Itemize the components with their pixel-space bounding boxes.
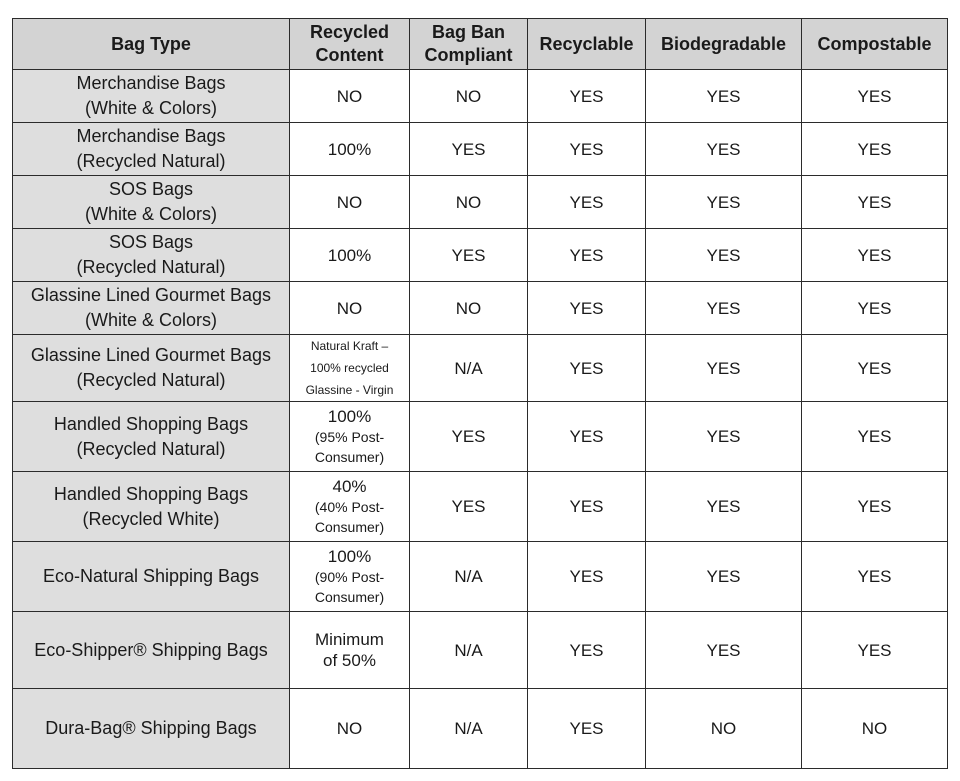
compostable-cell: YES xyxy=(802,542,948,612)
bag-ban-compliant-cell: YES xyxy=(410,402,528,472)
table-body xyxy=(13,70,948,769)
bag-type-line: (Recycled Natural) xyxy=(76,370,226,390)
bag-type-line: Eco-Shipper® Shipping Bags xyxy=(34,639,268,660)
bag-type-line: SOS Bags xyxy=(108,232,194,252)
table-row xyxy=(13,123,948,176)
recycled-content-value: of 50% xyxy=(323,651,376,670)
compostable-cell: YES xyxy=(802,472,948,542)
bag-ban-compliant-cell: NO xyxy=(410,176,528,229)
bag-ban-compliant-cell: NO xyxy=(410,70,528,123)
recycled-content-value: 100% xyxy=(327,407,372,426)
biodegradable-cell: YES xyxy=(646,542,802,612)
recycled-content-note: (95% Post- xyxy=(314,429,385,445)
compostable-cell: YES xyxy=(802,335,948,402)
biodegradable-cell: NO xyxy=(646,689,802,769)
recycled-content-value: Minimum xyxy=(315,630,384,649)
recycled-content-value: NO xyxy=(336,86,363,106)
recyclable-cell: YES xyxy=(528,70,646,123)
recycled-content-note: Glassine - Virgin xyxy=(305,383,394,397)
bag-type-line: Glassine Lined Gourmet Bags xyxy=(30,285,272,305)
bag-type-line: Handled Shopping Bags xyxy=(53,483,249,504)
table-row xyxy=(13,542,948,612)
table-row xyxy=(13,472,948,542)
biodegradable-cell: YES xyxy=(646,612,802,689)
bag-type-cell xyxy=(13,123,290,176)
recycled-content-cell xyxy=(290,689,410,769)
bag-type-line: Merchandise Bags xyxy=(76,126,226,146)
recycled-content-cell xyxy=(290,123,410,176)
recycled-content-value: NO xyxy=(336,298,363,318)
recyclable-cell: YES xyxy=(528,612,646,689)
table-row xyxy=(13,70,948,123)
bag-type-line: SOS Bags xyxy=(108,179,194,199)
bag-type-line: (Recycled Natural) xyxy=(76,438,226,459)
compostable-cell: YES xyxy=(802,612,948,689)
bag-type-line: (White & Colors) xyxy=(84,204,218,224)
bag-type-line: Dura-Bag® Shipping Bags xyxy=(45,718,257,738)
bag-type-cell xyxy=(13,70,290,123)
recycled-content-value: 100% xyxy=(327,139,372,159)
header-line: Content xyxy=(315,45,384,65)
biodegradable-cell: YES xyxy=(646,176,802,229)
recycled-content-cell xyxy=(290,402,410,472)
recycled-content-note: 100% recycled xyxy=(310,361,389,375)
bag-type-line: Handled Shopping Bags xyxy=(53,413,249,434)
biodegradable-cell: YES xyxy=(646,472,802,542)
recyclable-cell: YES xyxy=(528,282,646,335)
compostable-cell: YES xyxy=(802,229,948,282)
bag-type-line: (Recycled Natural) xyxy=(76,257,226,277)
recyclable-cell: YES xyxy=(528,402,646,472)
bag-ban-compliant-cell: YES xyxy=(410,472,528,542)
recycled-content-value: NO xyxy=(336,192,363,212)
recycled-content-value: 100% xyxy=(327,245,372,265)
bag-ban-compliant-cell: YES xyxy=(410,229,528,282)
header-recycled-content xyxy=(290,19,410,70)
recycled-content-cell xyxy=(290,70,410,123)
biodegradable-cell: YES xyxy=(646,335,802,402)
bag-type-cell xyxy=(13,542,290,612)
bag-comparison-table xyxy=(12,18,948,769)
header-compostable: Compostable xyxy=(802,19,948,70)
recyclable-cell: YES xyxy=(528,176,646,229)
table-row xyxy=(13,402,948,472)
recycled-content-note: Natural Kraft – xyxy=(310,339,389,353)
recycled-content-cell xyxy=(290,176,410,229)
recycled-content-note: Consumer) xyxy=(314,519,385,535)
table-row xyxy=(13,335,948,402)
bag-ban-compliant-cell: N/A xyxy=(410,612,528,689)
recycled-content-value: 100% xyxy=(327,547,372,566)
bag-type-line: Eco-Natural Shipping Bags xyxy=(42,566,260,586)
bag-ban-compliant-cell: NO xyxy=(410,282,528,335)
header-line: Recycled xyxy=(309,22,390,42)
bag-ban-compliant-cell: N/A xyxy=(410,689,528,769)
compostable-cell: YES xyxy=(802,123,948,176)
biodegradable-cell: YES xyxy=(646,282,802,335)
header-recyclable: Recyclable xyxy=(528,19,646,70)
recycled-content-note: (90% Post- xyxy=(314,569,385,585)
bag-type-cell xyxy=(13,612,290,689)
recycled-content-cell xyxy=(290,229,410,282)
compostable-cell: YES xyxy=(802,282,948,335)
recycled-content-cell xyxy=(290,335,410,402)
table-row xyxy=(13,176,948,229)
recycled-content-cell xyxy=(290,472,410,542)
recyclable-cell: YES xyxy=(528,542,646,612)
compostable-cell: YES xyxy=(802,70,948,123)
header-bag-ban-compliant xyxy=(410,19,528,70)
compostable-cell: NO xyxy=(802,689,948,769)
bag-type-cell xyxy=(13,282,290,335)
recycled-content-note: Consumer) xyxy=(314,589,385,605)
bag-type-line: (Recycled White) xyxy=(82,508,220,529)
recycled-content-cell xyxy=(290,282,410,335)
header-biodegradable: Biodegradable xyxy=(646,19,802,70)
header-line: Compliant xyxy=(424,45,513,65)
bag-type-cell xyxy=(13,229,290,282)
biodegradable-cell: YES xyxy=(646,123,802,176)
recycled-content-cell xyxy=(290,542,410,612)
bag-type-line: (White & Colors) xyxy=(84,310,218,330)
bag-type-line: (White & Colors) xyxy=(84,98,218,118)
bag-type-cell xyxy=(13,689,290,769)
recyclable-cell: YES xyxy=(528,335,646,402)
table-row xyxy=(13,282,948,335)
table-row xyxy=(13,612,948,689)
bag-ban-compliant-cell: N/A xyxy=(410,335,528,402)
biodegradable-cell: YES xyxy=(646,229,802,282)
recycled-content-value: NO xyxy=(336,719,363,738)
biodegradable-cell: YES xyxy=(646,402,802,472)
recyclable-cell: YES xyxy=(528,123,646,176)
compostable-cell: YES xyxy=(802,402,948,472)
header-row xyxy=(13,19,948,70)
bag-type-cell xyxy=(13,472,290,542)
biodegradable-cell: YES xyxy=(646,70,802,123)
bag-type-line: Merchandise Bags xyxy=(76,73,226,93)
table-row xyxy=(13,689,948,769)
recyclable-cell: YES xyxy=(528,229,646,282)
recycled-content-note: Consumer) xyxy=(314,449,385,465)
recycled-content-value: 40% xyxy=(332,477,367,496)
recyclable-cell: YES xyxy=(528,689,646,769)
bag-ban-compliant-cell: N/A xyxy=(410,542,528,612)
recyclable-cell: YES xyxy=(528,472,646,542)
bag-type-line: Glassine Lined Gourmet Bags xyxy=(30,345,272,365)
recycled-content-note: (40% Post- xyxy=(314,499,385,515)
table-row xyxy=(13,229,948,282)
recycled-content-cell xyxy=(290,612,410,689)
header-bag-type: Bag Type xyxy=(13,19,290,70)
bag-ban-compliant-cell: YES xyxy=(410,123,528,176)
bag-type-line: (Recycled Natural) xyxy=(76,151,226,171)
bag-type-cell xyxy=(13,402,290,472)
bag-type-cell xyxy=(13,335,290,402)
header-line: Bag Ban xyxy=(431,22,505,42)
compostable-cell: YES xyxy=(802,176,948,229)
bag-type-cell xyxy=(13,176,290,229)
